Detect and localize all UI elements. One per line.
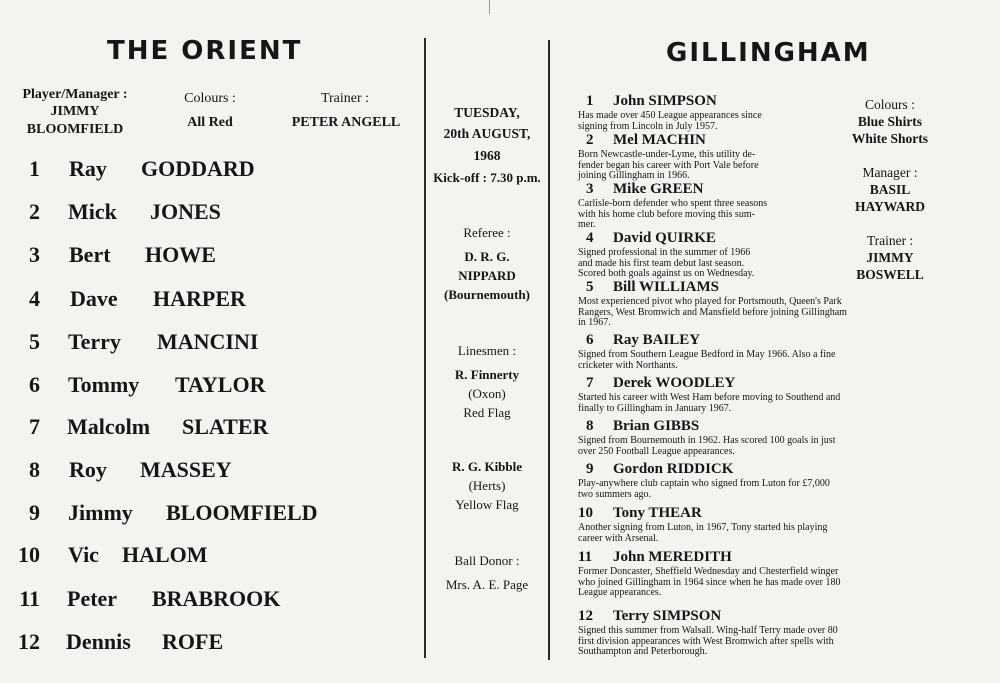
gill-player-number: 10 — [578, 505, 593, 521]
gill-player-bio-line: Play-anywhere club captain who signed from Luton for £7,000 — [578, 478, 830, 489]
gill-player-bio-line: joining Gillingham in 1966. — [578, 170, 690, 181]
orient-player-surname: BRABROOK — [152, 586, 281, 611]
orient-player-number: 1 — [29, 156, 40, 181]
orient-trainer-value: PETER ANGELL — [291, 115, 401, 130]
gill-player-name: Bill WILLIAMS — [613, 279, 720, 295]
orient-player-surname: HARPER — [153, 286, 246, 311]
gill-player-name: Terry SIMPSON — [613, 608, 722, 624]
gill-player-bio-line: career with Arsenal. — [578, 532, 659, 544]
orient-trainer-label: Trainer : — [320, 91, 370, 106]
orient-colours-value: All Red — [187, 115, 233, 130]
linesman2-flag: Yellow Flag — [455, 497, 519, 512]
orient-player-first-name: Terry — [68, 329, 121, 354]
orient-player-number: 6 — [29, 372, 40, 397]
gill-player-bio-line: finally to Gillingham in January 1967. — [578, 402, 732, 414]
orient-player-first-name: Malcolm — [67, 414, 151, 439]
orient-player-surname: HOWE — [145, 242, 216, 267]
referee-town: (Bournemouth) — [444, 287, 530, 302]
orient-player-number: 9 — [29, 500, 40, 525]
linesman1-town: (Oxon) — [468, 386, 506, 401]
orient-player-first-name: Ray — [69, 156, 107, 181]
orient-player-surname: GODDARD — [141, 156, 255, 181]
gill-trainer-2: BOSWELL — [856, 267, 924, 282]
linesmen-label: Linesmen : — [457, 343, 517, 358]
gill-player-bio-line: cricketer with Northants. — [578, 359, 678, 371]
gill-player-bio-line: Signed from Southern League Bedford in May 1966. Also a fine — [578, 349, 836, 360]
orient-player-number: 12 — [18, 629, 40, 654]
orient-manager-label: Player/Manager : — [22, 87, 128, 102]
gill-player-bio-line: Former Doncaster, Sheffield Wednesday and Chesterfield winger — [578, 566, 839, 577]
orient-player-surname: JONES — [150, 199, 221, 224]
orient-player-number: 5 — [29, 329, 40, 354]
gill-player-bio-line: Southampton and Peterborough. — [578, 646, 708, 657]
gill-colours-1: Blue Shirts — [857, 114, 923, 129]
gill-manager-label: Manager : — [862, 165, 918, 180]
gill-player-name: Mike GREEN — [613, 181, 704, 197]
gill-trainer-1: JIMMY — [866, 250, 914, 265]
orient-player-number: 10 — [18, 542, 40, 567]
gill-colours-2: White Shorts — [851, 131, 929, 146]
gill-player-bio-line: over 250 Football League appearances. — [578, 445, 735, 457]
gill-player-number: 12 — [578, 608, 593, 624]
referee-name1: D. R. G. — [464, 249, 510, 264]
gill-player-bio-line: League appearances. — [578, 587, 662, 598]
orient-player-first-name: Roy — [69, 457, 107, 482]
orient-player-first-name: Vic — [68, 542, 99, 567]
orient-player-number: 2 — [29, 199, 40, 224]
gill-player-number: 2 — [586, 132, 594, 148]
orient-player-first-name: Bert — [69, 242, 111, 267]
gill-player-bio-line: in 1967. — [578, 317, 611, 328]
gill-colours-label: Colours : — [865, 97, 915, 112]
orient-player-number: 7 — [29, 414, 40, 439]
gill-player-bio-line: who joined Gillingham in 1964 since when he has made over 180 — [578, 576, 841, 588]
orient-player-first-name: Mick — [68, 199, 117, 224]
gill-player-bio-line: Started his career with West Ham before moving to Southend and — [578, 392, 841, 403]
gill-player-bio-line: signing from Lincoln in July 1957. — [578, 120, 718, 132]
ball-donor-label: Ball Donor : — [454, 553, 520, 568]
gill-manager-2: HAYWARD — [854, 199, 925, 214]
gill-player-number: 6 — [586, 332, 594, 348]
gill-manager-1: BASIL — [869, 182, 911, 197]
gillingham-title: GILLINGHAM — [666, 38, 871, 68]
gill-player-number: 7 — [586, 375, 594, 391]
orient-player-surname: MASSEY — [140, 457, 232, 482]
gill-player-number: 8 — [586, 418, 594, 434]
orient-player-number: 8 — [29, 457, 40, 482]
gill-player-number: 4 — [586, 230, 594, 246]
orient-player-first-name: Dave — [70, 286, 118, 311]
orient-player-surname: MANCINI — [157, 329, 259, 354]
gill-player-bio-line: first division appearances with West Bromwich after spells with — [578, 635, 834, 647]
gill-trainer-label: Trainer : — [866, 233, 914, 248]
gill-player-bio-line: Signed from Bournemouth in 1962. Has scored 100 goals in just — [578, 435, 836, 446]
orient-player-first-name: Dennis — [66, 629, 131, 654]
orient-player-surname: ROFE — [162, 629, 224, 654]
match-date: 20th AUGUST, — [443, 126, 531, 141]
gill-player-name: Brian GIBBS — [613, 418, 700, 434]
match-day: TUESDAY, — [454, 105, 520, 120]
gill-player-name: John SIMPSON — [613, 93, 717, 109]
orient-colours-label: Colours : — [184, 91, 236, 106]
gill-player-bio-line: fender began his career with Port Vale before — [578, 159, 759, 171]
gill-player-number: 1 — [586, 93, 594, 109]
linesman1-flag: Red Flag — [463, 405, 511, 420]
gill-player-name: David QUIRKE — [613, 230, 716, 246]
gill-player-bio-line: Has made over 450 League appearances since — [578, 110, 762, 121]
orient-player-surname: SLATER — [182, 414, 269, 439]
kickoff-time: Kick-off : 7.30 p.m. — [433, 170, 541, 185]
gill-player-bio-line: and made his first team debut last season. — [578, 257, 745, 269]
orient-player-number: 3 — [29, 242, 40, 267]
gill-player-number: 11 — [578, 549, 593, 565]
gill-player-name: Gordon RIDDICK — [613, 461, 734, 477]
gill-player-number: 3 — [586, 181, 594, 197]
ball-donor-name: Mrs. A. E. Page — [445, 577, 529, 592]
gill-player-bio-line: Most experienced pivot who played for Portsmouth, Queen's Park — [578, 296, 842, 307]
referee-name2: NIPPARD — [458, 268, 516, 283]
orient-manager-last: BLOOMFIELD — [26, 122, 124, 137]
orient-player-number: 11 — [19, 586, 40, 611]
gill-player-number: 5 — [586, 279, 594, 295]
orient-player-number: 4 — [29, 286, 40, 311]
orient-player-surname: TAYLOR — [175, 372, 266, 397]
orient-player-first-name: Tommy — [68, 372, 140, 397]
orient-player-surname: HALOM — [122, 542, 208, 567]
gill-player-bio-line: Signed this summer from Walsall. Wing-half Terry made over 80 — [578, 625, 838, 636]
gill-player-bio-line: Carlisle-born defender who spent three seasons — [578, 198, 768, 209]
linesman2-town: (Herts) — [468, 478, 506, 493]
gill-player-bio-line: Scored both goals against us on Wednesday. — [578, 268, 755, 279]
linesman1-name: R. Finnerty — [454, 367, 520, 382]
gill-player-name: John MEREDITH — [613, 549, 732, 565]
orient-player-surname: BLOOMFIELD — [166, 500, 318, 525]
orient-title: THE ORIENT — [107, 36, 303, 66]
gill-player-bio-line: mer. — [578, 219, 596, 230]
gill-player-bio-line: Signed professional in the summer of 1966 — [578, 247, 751, 258]
center-fold — [489, 0, 490, 14]
gill-player-bio-line: with his home club before moving this sum- — [578, 208, 755, 220]
gill-player-bio-line: Born Newcastle-under-Lyme, this utility de- — [578, 149, 756, 160]
gill-player-number: 9 — [586, 461, 594, 477]
gill-player-name: Tony THEAR — [613, 505, 702, 521]
orient-player-first-name: Jimmy — [68, 500, 133, 525]
orient-manager-first: JIMMY — [50, 104, 100, 119]
gill-player-bio-line: Another signing from Luton, in 1967, Tony started his playing — [578, 522, 828, 533]
gill-player-bio-line: Rangers, West Bromwich and Mansfield before joining Gillingham — [578, 306, 847, 318]
orient-player-first-name: Peter — [67, 586, 118, 611]
referee-label: Referee : — [463, 225, 511, 240]
match-year: 1968 — [473, 148, 501, 163]
gill-player-bio-line: two summers ago. — [578, 488, 652, 500]
linesman2-name: R. G. Kibble — [451, 459, 523, 474]
gill-player-name: Ray BAILEY — [613, 332, 701, 348]
gill-player-name: Derek WOODLEY — [613, 375, 736, 391]
gill-player-name: Mel MACHIN — [613, 132, 706, 148]
